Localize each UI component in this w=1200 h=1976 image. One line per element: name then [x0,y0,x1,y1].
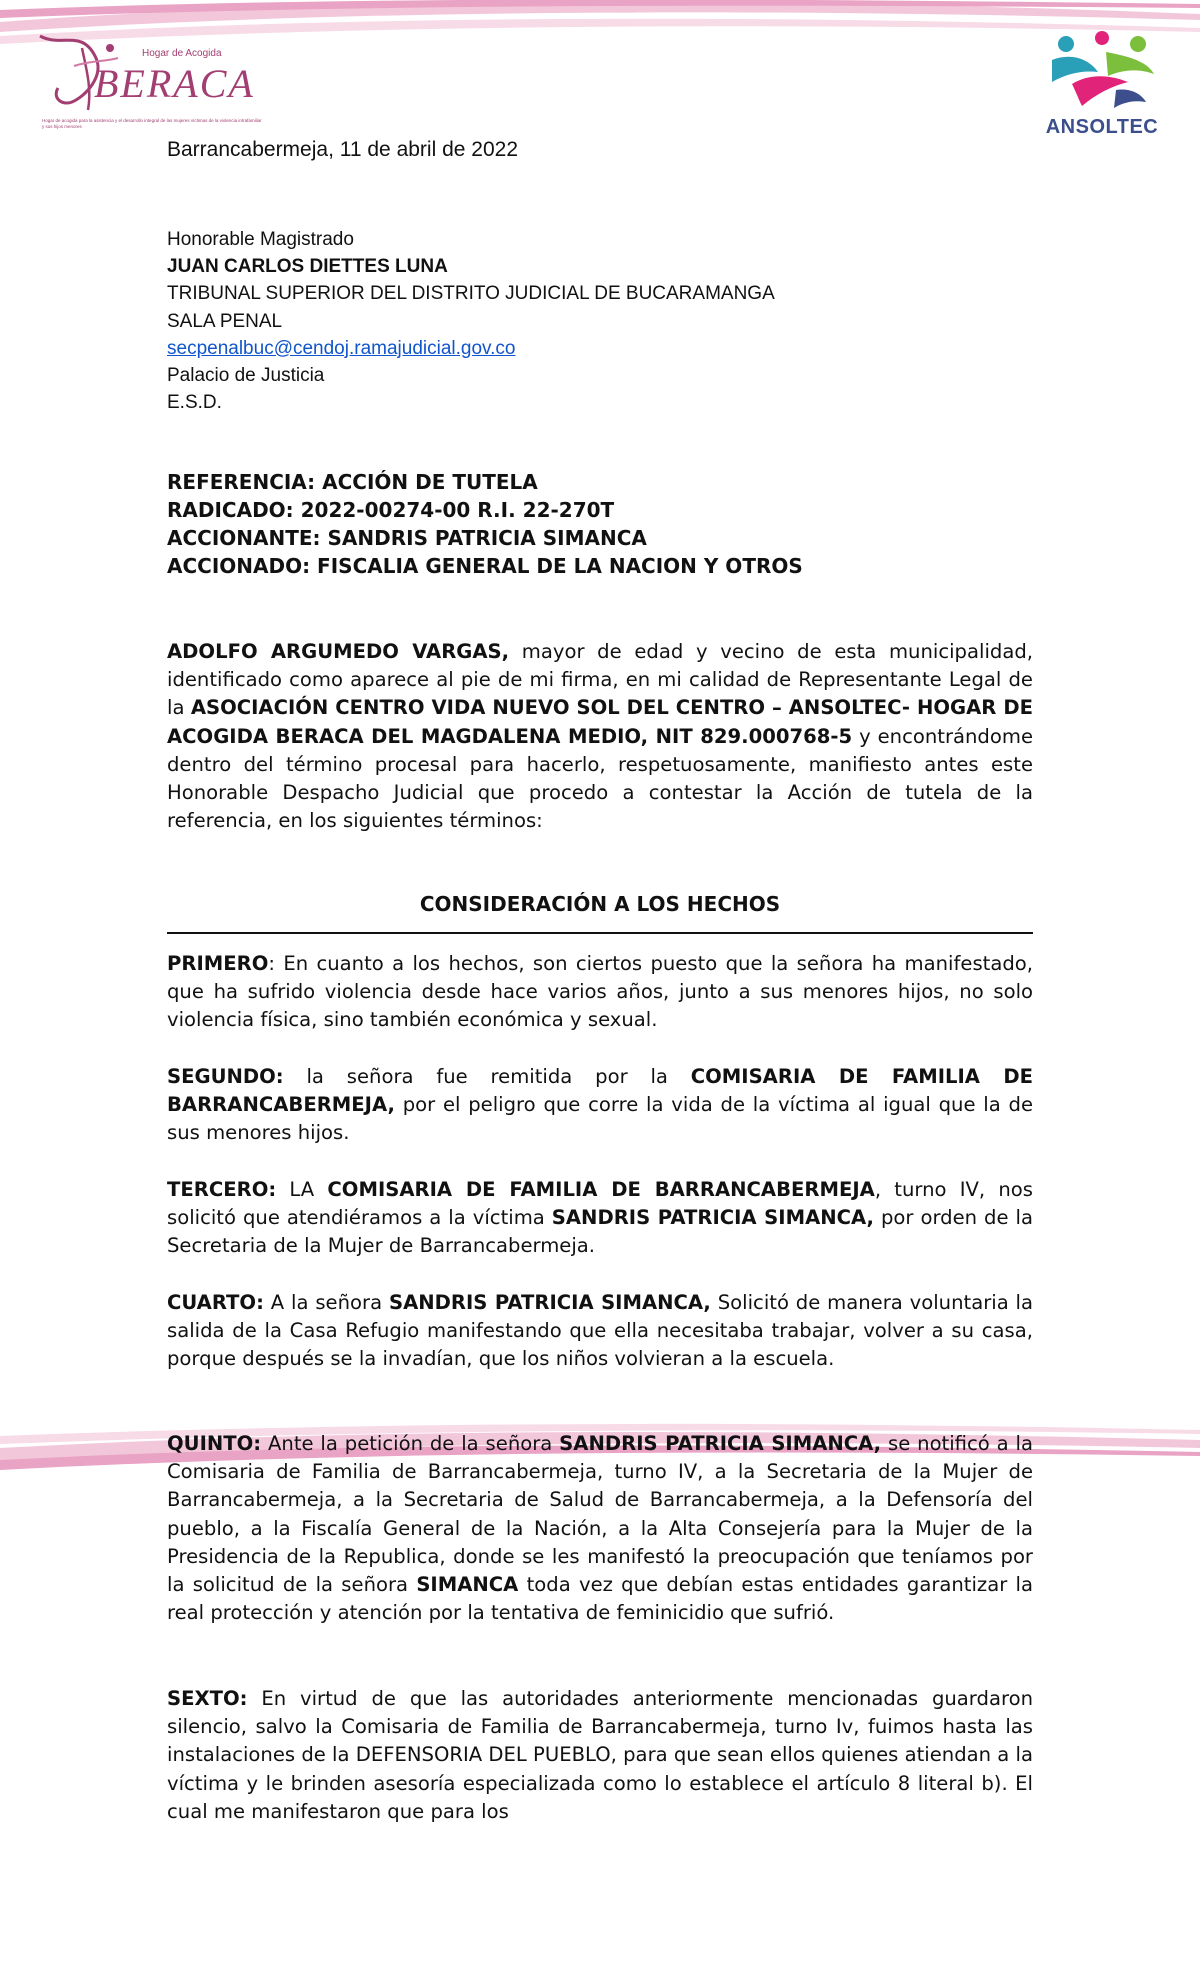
beraca-logo-tagline: Hogar de acogida para la asistencia y el desarrollo integral de las mujeres víctimas de la violencia intrafamiliar y sus hijos menores [42,118,262,129]
recipient-name: JUAN CARLOS DIETTES LUNA [167,256,448,278]
fact-sexto-label: SEXTO: [167,1687,248,1710]
recipient-place: Palacio de Justicia [167,365,325,387]
recipient-salutation: Honorable Magistrado [167,229,354,250]
ansoltec-logo [1042,30,1162,142]
fact-tercero-label: TERCERO: [167,1178,277,1201]
fact-cuarto-text-2: Solicitó de manera voluntaria la salida de la Casa Refugio manifestando que ella necesitaba trabajar, volver a su casa, porque después se la invadían, que los niños volvieran a la escuela. [167,1291,1034,1371]
intro-organization: ASOCIACIÓN CENTRO VIDA NUEVO SOL DEL CENTRO – ANSOLTEC- HOGAR DE ACOGIDA BERACA DEL MAGDALENA MEDIO, NIT 829.000768-5 [167,696,1033,748]
fact-segundo-text-2: por el peligro que corre la vida de la víctima al igual que la de sus menores hijos. [167,1093,1033,1145]
fact-segundo-label: SEGUNDO: [167,1065,284,1088]
fact-cuarto [167,1289,1033,1374]
fact-quinto-bold-2: SIMANCA [416,1573,519,1597]
ansoltec-figures-icon [1042,30,1162,116]
fact-cuarto-bold-1: SANDRIS PATRICIA SIMANCA, [388,1291,711,1314]
recipient-court: TRIBUNAL SUPERIOR DEL DISTRITO JUDICIAL DE BUCARAMANGA [167,283,775,305]
letter-date: Barrancabermeja, 11 de abril de 2022 [167,138,519,161]
fact-quinto-text-2: se notificó a la Comisaria de Familia de Barrancabermeja, turno IV, a la Secretaria de la Mujer de Barrancabermeja, a la Secretaria de Salud de Barrancabermeja, a la Defensoría del pueblo, a la Fiscalía General de la Nación, a la Alta Consejería para la Mujer de la Presidencia de la Republica, donde se les manifestó la preocupación que teníamos por la solicitud de la señora [167,1432,1033,1597]
fact-primero-text: : En cuanto a los hechos, son ciertos puesto que la señora ha manifestado, que ha sufrido violencia desde hace varios años, junto a sus menores hijos, no solo violencia física, sino también económica y sexual. [167,952,1033,1032]
recipient-email-link[interactable]: secpenalbuc@cendoj.ramajudicial.gov.co [167,337,516,359]
fact-tercero [167,1176,1033,1261]
fact-quinto [167,1430,1033,1627]
fact-quinto-bold-1: SANDRIS PATRICIA SIMANCA, [559,1432,882,1455]
radicado-line: RADICADO: 2022-00274-00 R.I. 22-270T [167,498,615,522]
fact-cuarto-label: CUARTO: [167,1291,264,1314]
fact-sexto-text: En virtud de que las autoridades anteriormente mencionadas guardaron silencio, salvo la Comisaria de Familia de Barrancabermeja, turno Iv, fuimos hasta las instalaciones de la DEFENSORIA DEL PUEBLO, para que sean ellos quienes atiendan a la víctima y le brinden asesoría especializada como lo establece el artículo 8 literal b). El cual me manifestaron que para los [167,1687,1033,1823]
intro-text-1: mayor de edad y vecino de esta municipalidad, identificado como aparece al pie de mi firma, en mi calidad de Representante Legal de la [167,640,1033,720]
section-rule [167,932,1033,934]
fact-sexto [167,1685,1033,1826]
fact-tercero-bold-1: COMISARIA DE FAMILIA DE BARRANCABERMEJA [327,1178,875,1201]
beraca-logo [22,18,262,136]
reference-block [167,468,803,580]
fact-segundo [167,1063,1033,1148]
beraca-logo-subtitle: Hogar de Acogida [142,48,222,59]
accionante-line: ACCIONANTE: SANDRIS PATRICIA SIMANCA [167,526,647,550]
fact-segundo-text-1: la señora fue remitida por la [283,1065,691,1088]
intro-name: ADOLFO ARGUMEDO VARGAS, [167,640,510,663]
accionado-line: ACCIONADO: FISCALIA GENERAL DE LA NACION Y OTROS [167,554,803,578]
intro-text-2: y encontrándome dentro del término procesal para hacerlo, respetuosamente, manifiesto antes este Honorable Despacho Judicial que procedo a contestar la Acción de tutela de la referencia, en los siguientes términos: [167,724,1034,833]
recipient-esd: E.S.D. [167,392,222,414]
beraca-logo-name: BERACA [94,61,255,106]
reference-line: REFERENCIA: ACCIÓN DE TUTELA [167,470,538,494]
fact-quinto-text-3: toda vez que debían estas entidades garantizar la real protección y atención por la tentativa de feminicidio que sufrió. [167,1573,1033,1625]
fact-primero-label: PRIMERO [167,952,269,975]
intro-paragraph [167,638,1033,835]
recipient-block [167,226,775,416]
fact-tercero-text-2: , turno IV, nos solicitó que atendiéramos a la víctima [167,1178,1033,1230]
fact-tercero-bold-2: SANDRIS PATRICIA SIMANCA, [551,1206,874,1230]
recipient-chamber: SALA PENAL [167,310,283,332]
fact-tercero-text-3: por orden de la Secretaria de la Mujer de Barrancabermeja. [167,1206,1033,1258]
fact-quinto-label: QUINTO: [167,1432,262,1455]
fact-primero [167,950,1033,1035]
ansoltec-logo-name: ANSOLTEC [1045,116,1159,138]
fact-quinto-text-1: Ante la petición de la señora [261,1432,560,1455]
fact-tercero-text-1: LA [276,1178,328,1201]
section-title: CONSIDERACIÓN A LOS HECHOS [419,892,781,916]
fact-segundo-bold-1: COMISARIA DE FAMILIA DE BARRANCABERMEJA, [167,1065,1033,1117]
fact-cuarto-text-1: A la señora [263,1291,389,1314]
